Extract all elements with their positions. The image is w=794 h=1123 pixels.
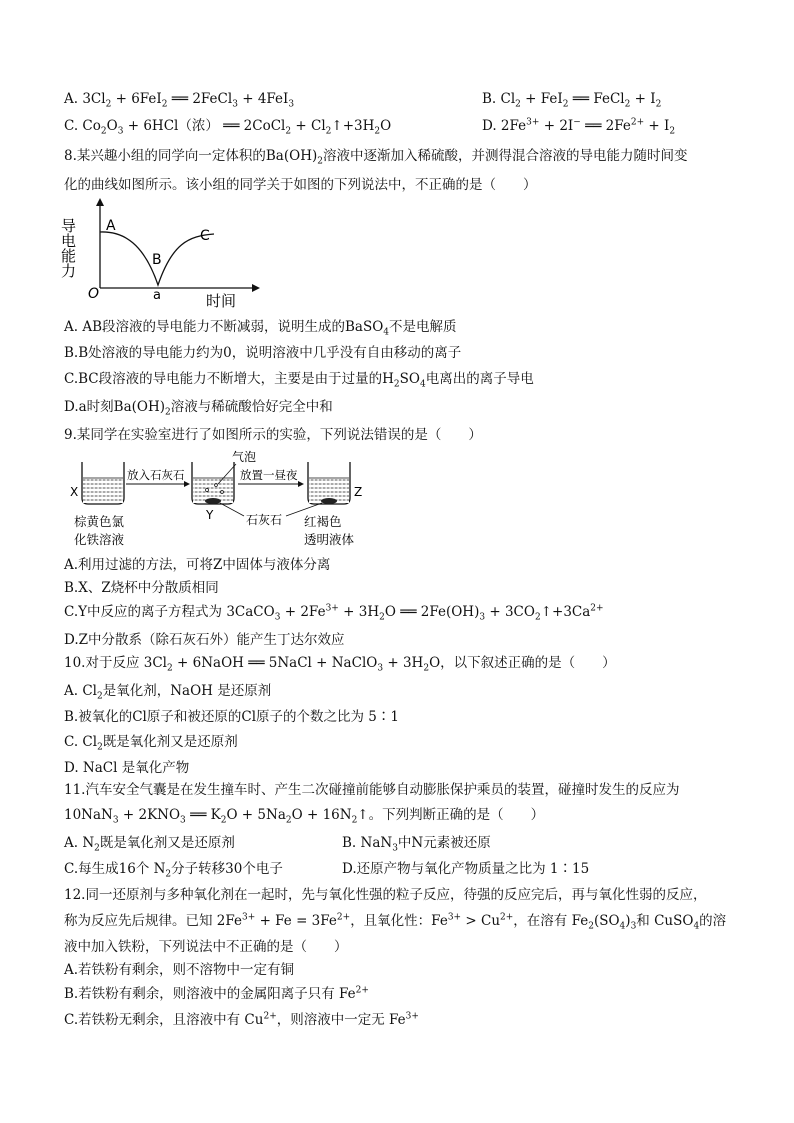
q8-option-c: C.BC段溶液的导电能力不断增大，主要是由于过量的$H_2SO_4$电离出的离子导电 <box>64 371 534 390</box>
q12-option-a: A.若铁粉有剩余，则不溶物中一定有铜 <box>64 962 295 978</box>
label-x: X <box>70 485 79 499</box>
q8-conductivity-chart <box>59 198 262 310</box>
q9-option-d: D.Z中分散系（除石灰石外）能产生丁达尔效应 <box>64 632 345 648</box>
q8-stem-line1: 8.某兴趣小组的同学向一定体积的$Ba(OH)_2$溶液中逐渐加入稀硫酸，并测得混合溶液的导电能力随时间变 <box>64 148 688 167</box>
q12-option-c: C.若铁粉无剩余，且溶液中有 $Cu^{2+}$，则溶液中一定无 $Fe^{3+}$ <box>64 1011 419 1028</box>
q7-option-c: C. $Co_2O_3 + 6HCl$（浓） ══ 2CoCl$_2$ + $Cl_2↑+3H_2O$ <box>64 118 392 137</box>
q10-option-a: A. $Cl_2$是氧化剂，NaOH 是还原剂 <box>64 683 272 702</box>
bubble-label: 气泡 <box>232 450 257 464</box>
limestone-label: 石灰石 <box>246 513 283 527</box>
q11-option-d: D.还原产物与氧化产物质量之比为 1∶15 <box>342 861 590 877</box>
q12-option-b: B.若铁粉有剩余，则溶液中的金属阳离子只有 $Fe^{2+}$ <box>64 985 369 1002</box>
q9-option-c: C.Y中反应的离子方程式为 3CaCO$_3$ + $2Fe^{3+} + 3H_2O$ ══ $2Fe(OH)_3$ + $3CO_2↑+3Ca^{2+}$ <box>64 603 604 623</box>
q11-option-b: B. NaN$_3$中N元素被还原 <box>342 835 491 854</box>
q8-option-d: D.a时刻$Ba(OH)_2$溶液与稀硫酸恰好完全中和 <box>64 399 333 418</box>
q12-stem-line1: 12.同一还原剂与多种氧化剂在一起时，先与氧化性强的粒子反应，待强的反应完后，再与氧化性弱的反应， <box>64 887 707 903</box>
q9-option-a: A.利用过滤的方法，可将Z中固体与液体分离 <box>64 557 331 573</box>
x-desc-line2: 化铁溶液 <box>74 532 125 547</box>
label-z: Z <box>354 485 363 499</box>
y-axis-label: 导电能力 <box>59 218 77 278</box>
arrow-2-head <box>298 481 304 487</box>
arrow-2-label: 放置一昼夜 <box>240 468 298 482</box>
point-c-label: C <box>200 228 210 244</box>
x-axis-label: 时间 <box>206 292 237 310</box>
limestone-pointer-left <box>220 503 244 516</box>
q10-stem: 10.对于反应 $3Cl_2$ + 6NaOH ══ 5NaCl + NaClO$_3$ + $3H_2O$，以下叙述正确的是（ ） <box>64 655 616 674</box>
q10-option-d: D. NaCl 是氧化产物 <box>64 760 190 776</box>
z-desc-line1: 红褐色 <box>304 514 342 529</box>
point-a-label: A <box>106 218 116 234</box>
beaker-z <box>308 462 350 504</box>
q9-option-b: B.X、Z烧杯中分散质相同 <box>64 580 219 596</box>
q12-stem-line3: 液中加入铁粉，下列说法中不正确的是（ ） <box>64 939 348 955</box>
q12-stem-line2: 称为反应先后规律。已知 $2Fe^{3+} + Fe = 3Fe^{2+}$，且氧化性：$Fe^{3+} > Cu^{2+}$，在溶有 $Fe_2(SO_4)_3$和 CuSO$_4$的溶 <box>64 912 727 932</box>
x-desc-line1: 棕黄色氯 <box>74 514 125 529</box>
q11-option-c: C.每生成16个 $N_2$分子转移30个电子 <box>64 861 283 880</box>
point-b-label: B <box>152 252 162 268</box>
q9-experiment-figure <box>68 450 368 550</box>
q8-option-b: B.B处溶液的导电能力约为0，说明溶液中几乎没有自由移动的离子 <box>64 345 462 361</box>
beaker-x <box>82 462 124 504</box>
q11-stem-line2: $10NaN_3 + 2KNO_3$ ══ $K_2O + 5Na_2O$ + $16N_2↑$。下列判断正确的是（ ） <box>64 807 545 826</box>
label-y: Y <box>206 508 214 522</box>
q10-option-c: C. $Cl_2$既是氧化剂又是还原剂 <box>64 734 238 753</box>
q11-stem-line1: 11.汽车安全气囊是在发生撞车时、产生二次碰撞前能够自动膨胀保护乘员的装置，碰撞时发生的反应为 <box>64 782 680 798</box>
q11-option-a: A. $N_2$既是氧化剂又是还原剂 <box>64 835 235 854</box>
q7-option-d: D. $2Fe^{3+} + 2I^-$ ══ $2Fe^{2+} + I_2$ <box>482 117 676 137</box>
tick-a-label: a <box>153 288 161 303</box>
arrow-1-head <box>184 481 190 487</box>
q7-option-b: B. $Cl_2 + FeI_2$ ══ FeCl$_2$ + $I_2$ <box>482 91 662 110</box>
z-desc-line2: 透明液体 <box>304 532 355 547</box>
q10-option-b: B.被氧化的Cl原子和被还原的Cl原子的个数之比为 5∶1 <box>64 709 399 725</box>
arrow-1-label: 放入石灰石 <box>127 468 185 482</box>
origin-label: O <box>88 286 100 302</box>
q8-option-a: A. AB段溶液的导电能力不断减弱，说明生成的BaSO$_4$不是电解质 <box>64 319 457 338</box>
beaker-y <box>192 462 234 504</box>
q7-option-a: A. $3Cl_2 + 6FeI_2$ ══ 2FeCl$_3$ + 4FeI$_3$ <box>64 91 295 110</box>
q8-stem-line2: 化的曲线如图所示。该小组的同学关于如图的下列说法中，不正确的是（ ） <box>64 177 537 193</box>
y-axis-arrow <box>96 198 104 206</box>
q9-stem: 9.某同学在实验室进行了如图所示的实验，下列说法错误的是（ ） <box>64 427 482 443</box>
x-axis-arrow <box>252 284 260 292</box>
